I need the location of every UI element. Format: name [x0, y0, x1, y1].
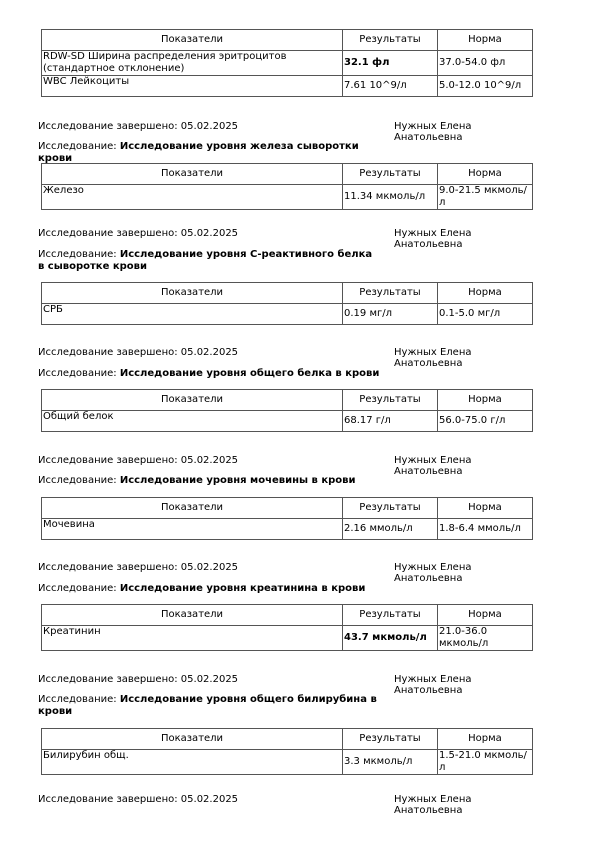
result-cell: 32.1 фл [343, 51, 438, 76]
completed-date: Исследование завершено: 05.02.2025 [38, 455, 239, 466]
results-table-creatinine [41, 604, 533, 651]
study-name: Исследование уровня железа сыворотки крови [38, 141, 359, 164]
col-header-result: Результаты [343, 164, 438, 185]
study-title [38, 368, 393, 380]
results-table-protein [41, 389, 533, 432]
param-cell: Мочевина [42, 519, 343, 540]
param-cell: Билирубин общ. [42, 750, 343, 775]
doctor-name: Нужных Елена Анатольевна [394, 228, 472, 250]
result-cell: 68.17 г/л [343, 411, 438, 432]
study-prefix: Исследование: [38, 475, 117, 486]
col-header-norm: Норма [438, 164, 533, 185]
col-header-norm: Норма [438, 390, 533, 411]
results-table-crp [41, 282, 533, 325]
results-table-iron [41, 163, 533, 210]
norm-cell: 56.0-75.0 г/л [438, 411, 533, 432]
completed-date: Исследование завершено: 05.02.2025 [38, 562, 239, 573]
col-header-param: Показатели [42, 164, 343, 185]
doctor-name: Нужных Елена Анатольевна [394, 794, 472, 816]
col-header-param: Показатели [42, 390, 343, 411]
norm-cell: 1.8-6.4 ммоль/л [438, 519, 533, 540]
study-prefix: Исследование: [38, 694, 117, 705]
study-name: Исследование уровня С-реактивного белка в сыворотке крови [38, 249, 373, 272]
doctor-name: Нужных Елена Анатольевна [394, 562, 472, 584]
col-header-norm: Норма [438, 283, 533, 304]
doctor-name: Нужных Елена Анатольевна [394, 347, 472, 369]
doctor-name: Нужных Елена Анатольевна [394, 455, 472, 477]
col-header-norm: Норма [438, 729, 533, 750]
study-name: Исследование уровня общего белка в крови [119, 368, 380, 379]
study-title [38, 141, 393, 165]
col-header-result: Результаты [343, 283, 438, 304]
col-header-norm: Норма [438, 498, 533, 519]
results-table-urea [41, 497, 533, 540]
col-header-result: Результаты [343, 390, 438, 411]
param-cell: Креатинин [42, 626, 343, 651]
result-cell: 3.3 мкмоль/л [343, 750, 438, 775]
result-cell: 43.7 мкмоль/л [343, 626, 438, 651]
completed-date: Исследование завершено: 05.02.2025 [38, 228, 239, 239]
study-name: Исследование уровня мочевины в крови [119, 475, 356, 486]
study-title [38, 694, 378, 718]
norm-cell: 37.0-54.0 фл [438, 51, 533, 76]
norm-cell: 5.0-12.0 10^9/л [438, 76, 533, 97]
col-header-param: Показатели [42, 605, 343, 626]
norm-cell: 9.0-21.5 мкмоль/л [438, 185, 533, 210]
col-header-norm: Норма [438, 605, 533, 626]
col-header-result: Результаты [343, 498, 438, 519]
col-header-param: Показатели [42, 283, 343, 304]
param-cell: Общий белок [42, 411, 343, 432]
col-header-param: Показатели [42, 30, 343, 51]
norm-cell: 0.1-5.0 мг/л [438, 304, 533, 325]
study-title [38, 583, 393, 595]
norm-cell: 21.0-36.0 мкмоль/л [438, 626, 533, 651]
completed-date: Исследование завершено: 05.02.2025 [38, 674, 239, 685]
col-header-result: Результаты [343, 30, 438, 51]
doctor-name: Нужных Елена Анатольевна [394, 674, 472, 696]
param-cell: СРБ [42, 304, 343, 325]
study-title [38, 249, 378, 273]
result-cell: 11.34 мкмоль/л [343, 185, 438, 210]
study-prefix: Исследование: [38, 141, 117, 152]
result-cell: 7.61 10^9/л [343, 76, 438, 97]
study-prefix: Исследование: [38, 249, 117, 260]
col-header-result: Результаты [343, 605, 438, 626]
study-name: Исследование уровня общего билирубина в крови [38, 694, 377, 717]
study-title [38, 475, 393, 487]
results-table-bilirubin [41, 728, 533, 775]
param-cell: WBC Лейкоциты [42, 76, 343, 97]
completed-date: Исследование завершено: 05.02.2025 [38, 794, 239, 805]
norm-cell: 1.5-21.0 мкмоль/л [438, 750, 533, 775]
col-header-param: Показатели [42, 498, 343, 519]
completed-date: Исследование завершено: 05.02.2025 [38, 347, 239, 358]
study-prefix: Исследование: [38, 583, 117, 594]
param-cell: RDW-SD Ширина распределения эритроцитов (стандартное отклонение) [42, 51, 343, 76]
col-header-norm: Норма [438, 30, 533, 51]
results-table-cbc [41, 29, 533, 97]
study-name: Исследование уровня креатинина в крови [119, 583, 366, 594]
param-cell: Железо [42, 185, 343, 210]
col-header-result: Результаты [343, 729, 438, 750]
result-cell: 0.19 мг/л [343, 304, 438, 325]
result-cell: 2.16 ммоль/л [343, 519, 438, 540]
col-header-param: Показатели [42, 729, 343, 750]
completed-date: Исследование завершено: 05.02.2025 [38, 121, 239, 132]
doctor-name: Нужных Елена Анатольевна [394, 121, 472, 143]
study-prefix: Исследование: [38, 368, 117, 379]
